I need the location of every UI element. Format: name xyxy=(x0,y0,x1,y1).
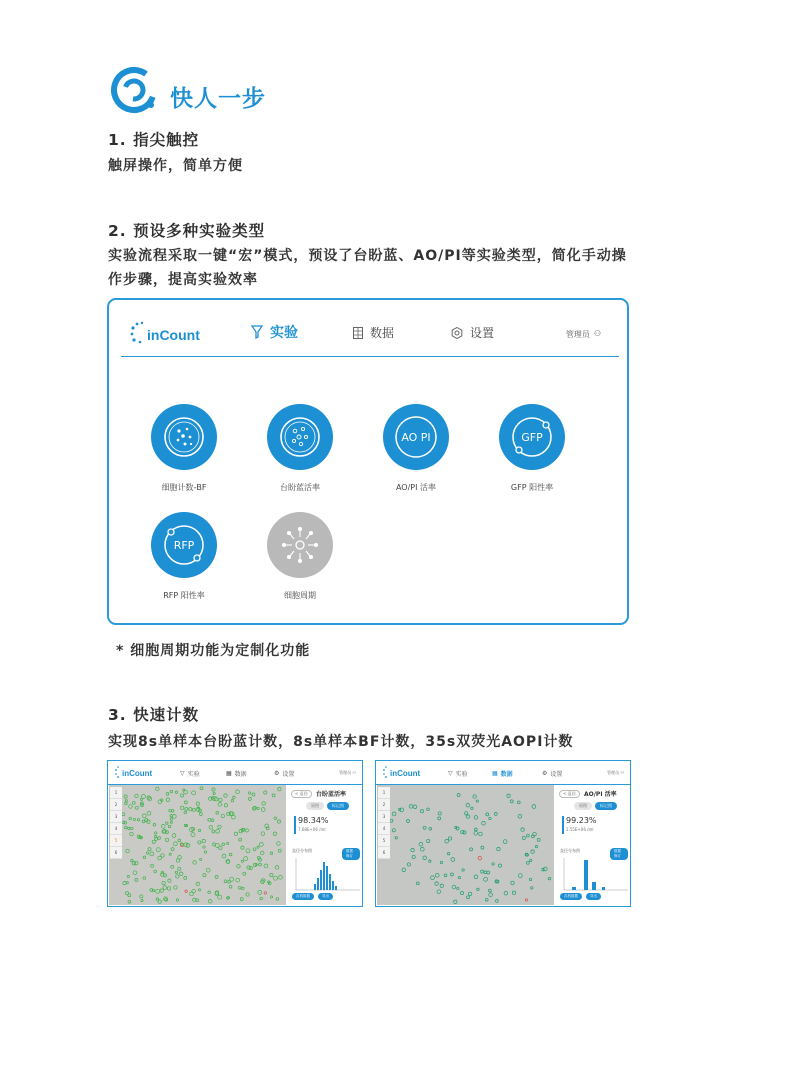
incount-swirl-logo-icon xyxy=(108,64,160,116)
back-button[interactable]: < 返回 xyxy=(291,790,312,798)
nav-tab-experiment[interactable] xyxy=(180,769,200,778)
gear-icon: ⚙ xyxy=(274,770,280,777)
nav-tab-data[interactable] xyxy=(353,324,394,341)
funnel-icon xyxy=(251,325,263,339)
trypan-blue-result-screenshot xyxy=(107,760,363,907)
sample-index[interactable]: 4 xyxy=(110,823,122,835)
incount-brand-text: inCount xyxy=(122,769,153,778)
nav-tab-data[interactable] xyxy=(492,769,513,778)
sample-index[interactable]: 2 xyxy=(378,799,390,811)
image-view-tabs xyxy=(574,802,617,810)
grid-icon: ▦ xyxy=(226,770,232,777)
result-title: AO/PI 活率 xyxy=(584,791,617,798)
nav-settings-label: 设置 xyxy=(282,771,295,778)
result-panel xyxy=(288,785,360,904)
microscope-image[interactable] xyxy=(377,785,554,905)
section-3-desc: 实现8s单样本台盼蓝计数，8s单样本BF计数，35s双荧光AOPI计数 xyxy=(108,734,574,750)
sample-index[interactable]: 2 xyxy=(110,799,122,811)
user-icon: ⚇ xyxy=(593,329,601,338)
section-2-desc: 实验流程采取一键“宏”模式，预设了台盼蓝、AO/PI等实验类型，简化手动操作步骤，提高实验效率 xyxy=(108,248,627,288)
sample-index[interactable]: 1 xyxy=(378,787,390,799)
tile-icon-text: RFP xyxy=(173,539,195,552)
nav-user-menu[interactable] xyxy=(607,770,624,776)
thumb-nav-bar xyxy=(376,761,630,785)
nav-data-label: 数据 xyxy=(234,771,247,778)
tile-rfp[interactable] xyxy=(124,512,244,601)
tile-label: 细胞计数-BF xyxy=(161,483,207,492)
gear-icon xyxy=(451,327,463,339)
sample-index[interactable]: 3 xyxy=(110,811,122,823)
tab-original[interactable]: 原图 xyxy=(574,802,592,810)
thumb-nav-bar xyxy=(108,761,362,785)
result-panel xyxy=(556,785,628,904)
dish-cells-icon xyxy=(267,404,333,470)
image-view-tabs xyxy=(306,802,349,810)
grid-icon xyxy=(353,327,363,339)
app-nav-bar xyxy=(121,300,619,357)
user-icon: ⚇ xyxy=(620,770,624,775)
incount-brand-logo xyxy=(382,765,428,779)
tile-trypan-blue[interactable] xyxy=(240,404,360,493)
nav-tab-settings[interactable] xyxy=(451,324,494,341)
tab-original[interactable]: 原图 xyxy=(306,802,324,810)
aopi-ring-icon xyxy=(383,404,449,470)
distribution-label: 直径分布图 xyxy=(292,848,312,853)
nav-settings-label: 设置 xyxy=(470,326,495,340)
nav-user-label: 管理员 xyxy=(339,770,352,775)
microscope-image[interactable] xyxy=(109,785,286,905)
funnel-icon: ▽ xyxy=(180,770,185,777)
diameter-histogram xyxy=(294,856,362,892)
tile-cell-cycle[interactable] xyxy=(240,512,360,601)
sample-index[interactable]: 6 xyxy=(110,847,122,859)
sample-sidebar xyxy=(378,787,390,859)
rfp-ring-icon xyxy=(151,512,217,578)
tile-gfp[interactable] xyxy=(472,404,592,493)
nav-user-label: 管理员 xyxy=(565,330,590,339)
gfp-ring-icon xyxy=(499,404,565,470)
nav-user-label: 管理员 xyxy=(607,770,620,775)
result-title: 台盼蓝活率 xyxy=(316,791,347,798)
tile-icon-text: AO PI xyxy=(401,431,431,444)
tile-aopi[interactable] xyxy=(356,404,476,493)
tile-label: GFP 阳性率 xyxy=(510,483,554,492)
tile-icon-text: GFP xyxy=(521,431,543,444)
nav-user-menu[interactable] xyxy=(566,329,601,340)
action-buttons xyxy=(560,893,601,900)
sample-index[interactable]: 5 xyxy=(110,835,122,847)
dish-cells-icon xyxy=(151,404,217,470)
distribution-label: 直径分布图 xyxy=(560,848,580,853)
viability-value xyxy=(562,816,597,834)
tile-label: AO/PI 活率 xyxy=(395,483,437,492)
section-2-title: 2. 预设多种实验类型 xyxy=(108,222,266,240)
custom-feature-note: * 细胞周期功能为定制化功能 xyxy=(116,643,311,659)
sample-index[interactable]: 6 xyxy=(378,847,390,859)
sample-index[interactable]: 5 xyxy=(378,835,390,847)
gear-icon: ⚙ xyxy=(542,770,548,777)
section-3-title: 3. 快速计数 xyxy=(108,706,200,724)
nav-data-label: 数据 xyxy=(370,326,395,340)
app-screenshot-main xyxy=(107,298,629,625)
data-revise-button[interactable]: 数据修订 xyxy=(342,848,360,860)
incount-brand-logo xyxy=(114,765,160,779)
tile-cell-count-bf[interactable] xyxy=(124,404,244,493)
user-icon: ⚇ xyxy=(352,770,356,775)
nav-tab-experiment[interactable] xyxy=(251,322,298,342)
export-button[interactable]: 导出 xyxy=(586,893,601,900)
action-buttons xyxy=(292,893,333,900)
sample-index[interactable]: 4 xyxy=(378,823,390,835)
page-brand-title: 快人一步 xyxy=(170,86,266,112)
section-1-title: 1. 指尖触控 xyxy=(108,131,200,149)
tile-label: RFP 阳性率 xyxy=(163,591,205,600)
grid-icon: ▦ xyxy=(492,770,498,777)
nav-experiment-label: 实验 xyxy=(270,325,298,341)
sample-sidebar xyxy=(110,787,122,859)
cell-cycle-icon xyxy=(267,512,333,578)
viability-percent: 98.34% xyxy=(298,816,329,825)
nav-user-menu[interactable] xyxy=(339,770,356,776)
nav-settings-label: 设置 xyxy=(550,771,563,778)
nav-data-label: 数据 xyxy=(500,771,513,778)
incount-brand-text: inCount xyxy=(390,769,421,778)
nav-tab-settings[interactable] xyxy=(542,769,562,778)
concentration-value: 7.68E+06 /ml xyxy=(298,827,326,832)
nav-tab-settings[interactable] xyxy=(274,769,294,778)
nav-tab-data[interactable] xyxy=(226,769,247,778)
save-data-button[interactable]: 存档数据 xyxy=(560,893,582,900)
concentration-value: 1.55E+06 /ml xyxy=(566,827,594,832)
tile-label: 台盼蓝活率 xyxy=(280,483,320,492)
incount-brand-text: inCount xyxy=(147,327,200,343)
funnel-icon: ▽ xyxy=(448,770,453,777)
sample-index[interactable]: 1 xyxy=(110,787,122,799)
section-1-desc: 触屏操作，简单方便 xyxy=(108,158,243,174)
nav-experiment-label: 实验 xyxy=(187,771,200,778)
back-button[interactable]: < 返回 xyxy=(559,790,580,798)
tile-label: 细胞周期 xyxy=(284,591,316,600)
sample-index[interactable]: 3 xyxy=(378,811,390,823)
export-button[interactable]: 导出 xyxy=(318,893,333,900)
data-revise-button[interactable]: 数据修订 xyxy=(610,848,628,860)
tab-marked[interactable]: 标记图 xyxy=(327,802,349,810)
aopi-result-screenshot xyxy=(375,760,631,907)
nav-tab-experiment[interactable] xyxy=(448,769,468,778)
nav-experiment-label: 实验 xyxy=(455,771,468,778)
viability-value xyxy=(294,816,329,834)
save-data-button[interactable]: 存档数据 xyxy=(292,893,314,900)
incount-brand-logo xyxy=(129,320,219,346)
tab-marked[interactable]: 标记图 xyxy=(595,802,617,810)
viability-percent: 99.23% xyxy=(566,816,597,825)
diameter-histogram xyxy=(562,856,630,892)
